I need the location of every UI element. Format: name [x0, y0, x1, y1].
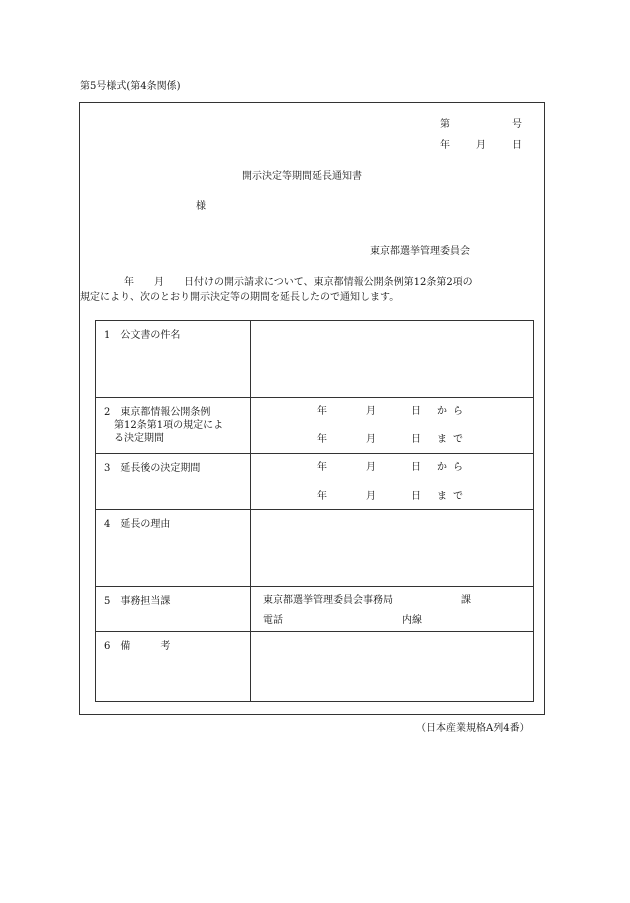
from-year: 年 — [317, 462, 327, 473]
document-name-field[interactable] — [251, 321, 534, 398]
document-title: 開示決定等期間延長通知書 — [242, 171, 362, 182]
document-number-suffix: 号 — [512, 119, 522, 130]
from-text: から — [437, 406, 469, 417]
phone-label: 電話 — [263, 615, 283, 626]
label-cell — [96, 398, 251, 454]
original-period-label-cont: 第12条第1項の規定によ — [114, 420, 224, 431]
date-month-label: 月 — [476, 140, 486, 151]
date-day-label: 日 — [512, 140, 522, 151]
until-text: まで — [437, 491, 469, 502]
table-row-reason — [96, 510, 534, 587]
contact-label: 5 事務担当課 — [104, 596, 171, 607]
extended-period-label: 3 延長後の決定期間 — [104, 463, 201, 474]
extended-period-field[interactable] — [251, 454, 534, 510]
from-day: 日 — [411, 406, 421, 417]
label-cell — [96, 587, 251, 632]
contact-field[interactable] — [251, 587, 534, 632]
reason-field[interactable] — [251, 510, 534, 587]
table-row-extended-period — [96, 454, 534, 510]
remarks-label: 6 備 考 — [104, 641, 171, 652]
table-row-original-period — [96, 398, 534, 454]
office-name: 東京都選挙管理委員会事務局 — [263, 595, 393, 606]
until-day: 日 — [411, 434, 421, 445]
section-label: 課 — [461, 595, 471, 606]
addressee-suffix: 様 — [196, 201, 206, 212]
label-cell — [96, 632, 251, 702]
from-text: から — [437, 462, 469, 473]
label-cell — [96, 510, 251, 587]
document-number-prefix: 第 — [440, 119, 450, 130]
body-text-line-1: 年 月 日付けの開示請求について、東京都情報公開条例第12条第2項の — [124, 277, 473, 288]
detail-table — [95, 320, 534, 702]
until-year: 年 — [317, 491, 327, 502]
from-year: 年 — [317, 406, 327, 417]
table-row-contact — [96, 587, 534, 632]
document-name-label: 1 公文書の件名 — [104, 330, 181, 341]
table-row-document-name — [96, 321, 534, 398]
label-cell — [96, 321, 251, 398]
original-period-label-end: る決定期間 — [114, 433, 164, 444]
from-day: 日 — [411, 462, 421, 473]
original-period-label: 2 東京都情報公開条例 — [104, 407, 211, 418]
until-month: 月 — [366, 434, 376, 445]
label-cell — [96, 454, 251, 510]
form-number-label: 第5号様式(第4条関係) — [80, 81, 181, 92]
date-year-label: 年 — [440, 140, 450, 151]
until-day: 日 — [411, 491, 421, 502]
body-text-line-2: 規定により、次のとおり開示決定等の期間を延長したので通知します。 — [80, 292, 400, 303]
original-period-field[interactable] — [251, 398, 534, 454]
from-month: 月 — [366, 462, 376, 473]
reason-label: 4 延長の理由 — [104, 519, 171, 530]
until-text: まで — [437, 434, 469, 445]
paper-size-note: （日本産業規格A列4番） — [416, 723, 530, 734]
until-month: 月 — [366, 491, 376, 502]
issuer-name: 東京都選挙管理委員会 — [370, 246, 470, 257]
extension-label: 内線 — [402, 615, 422, 626]
from-month: 月 — [366, 406, 376, 417]
until-year: 年 — [317, 434, 327, 445]
remarks-field[interactable] — [251, 632, 534, 702]
table-row-remarks — [96, 632, 534, 702]
